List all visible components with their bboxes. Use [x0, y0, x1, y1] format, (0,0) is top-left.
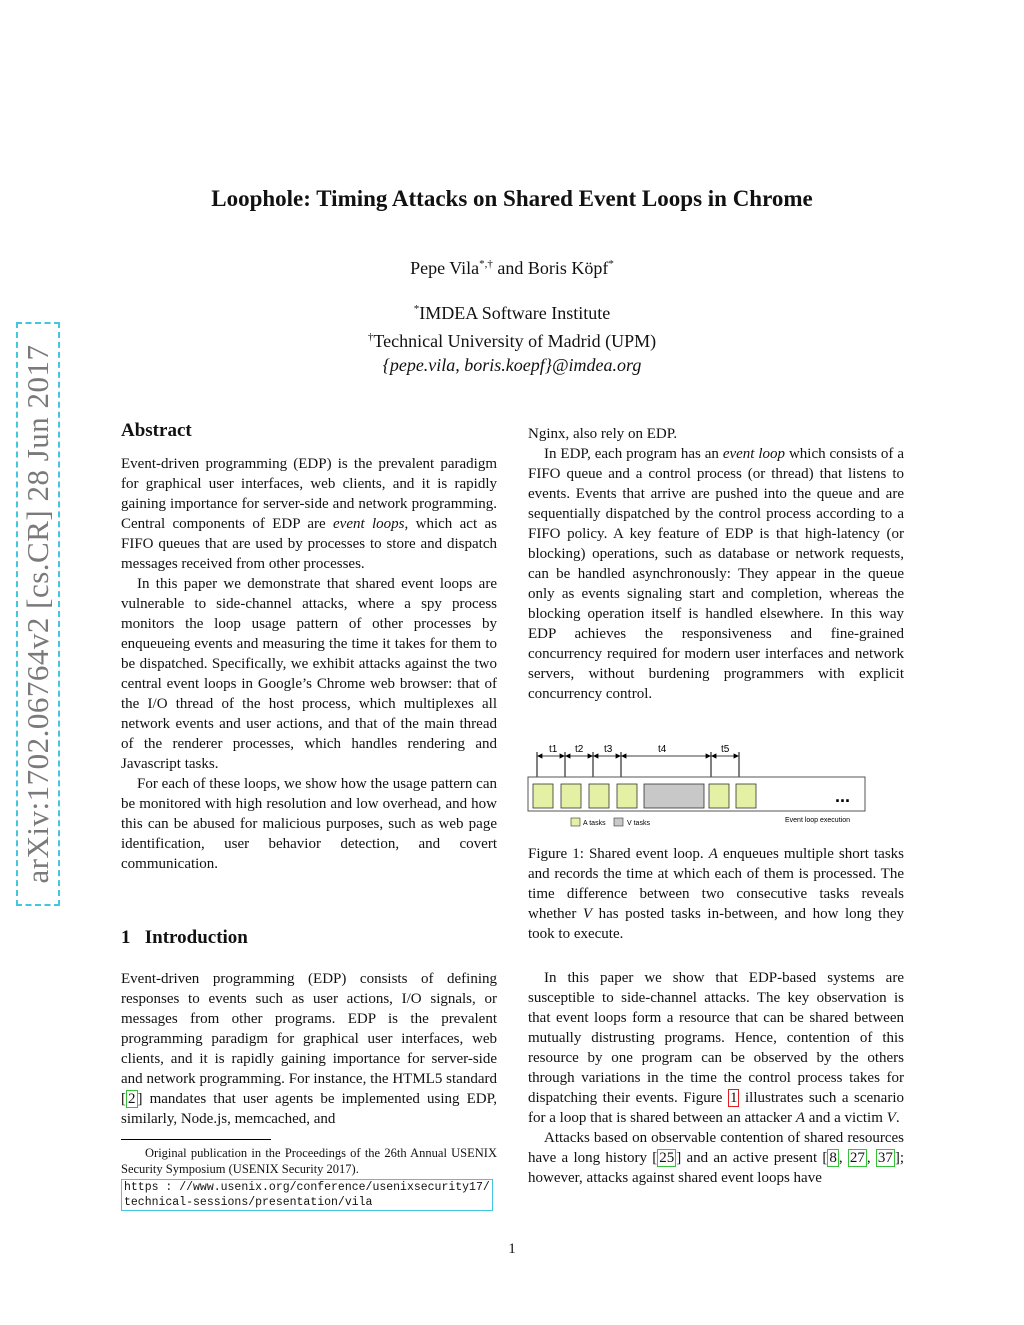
figure-a-task [736, 784, 756, 808]
affiliation-1 [0, 297, 1024, 325]
figure-1-caption [528, 844, 904, 944]
caption-text-c: has posted tasks in-between, and how long they took to execute. [528, 906, 905, 942]
intro-p2-text-a: In EDP, each program has an [544, 446, 723, 462]
figure-ellipsis: ... [835, 786, 851, 806]
abstract-paragraph-2: In this paper we demonstrate that shared event loops are vulnerable to side-channel attacks, where a spy process monitors the loop usage pattern of other processes by enqueueing events and measuring the time it takes for them to be dispatched. Specifically, we exhibit attacks against the two central event loops in Google’s Chrome web browser: that of the I/O thread of the host process, which multiplexes all network events and user actions, and that of the main thread of the renderer processes, which handles rendering and Javascript tasks. [121, 576, 497, 772]
author-emails: {pepe.vila, boris.koepf}@imdea.org [382, 355, 642, 375]
figure-label-t2: t2 [575, 744, 584, 755]
intro-p4-text-c: ]; however, attacks against shared event loops have [528, 1150, 904, 1186]
affiliation-2 [0, 325, 1024, 353]
intro-p3-text-c: and a victim [804, 1110, 887, 1126]
author-and: and [497, 258, 524, 278]
author-1-marks: *,† [479, 258, 493, 270]
author-1: Pepe Vila [410, 258, 480, 278]
legend-v-swatch [614, 818, 623, 826]
intro-section [121, 969, 497, 1129]
figure-1-event-loop [523, 736, 873, 832]
figure-label-t4: t4 [658, 744, 667, 755]
right-column-bottom [528, 968, 904, 1188]
abstract-p1-text-b: , which act as FIFO queues that are used by processes to store and dispatch messages received from other processes. [121, 516, 497, 572]
legend-event-loop: Event loop execution [785, 817, 850, 824]
figure-a-task [709, 784, 729, 808]
intro-p1-text-a: Event-driven programming (EDP) consists of defining responses to events such as user actions, I/O signals, or messages from other programs. EDP is the prevalent programming paradigm for graphical user interfaces, web clients, and it is rapidly gaining importance for server-side and network programming. For instance, the HTML5 standard [ [121, 971, 497, 1107]
legend-v-tasks: V tasks [627, 820, 650, 827]
paper-title: Loophole: Timing Attacks on Shared Event Loops in Chrome [211, 186, 813, 211]
intro-paragraph-2 [528, 444, 904, 704]
intro-p3-v: V [886, 1110, 896, 1126]
figure-interval-arrows [538, 754, 738, 758]
page-number: 1 [508, 1241, 516, 1257]
footnote-text: Original publication in the Proceedings of the 26th Annual USENIX Security Symposium (USENIX Security 2017). [121, 1146, 497, 1176]
author-line [0, 258, 1024, 279]
affiliation-1-mark: * [413, 303, 420, 315]
figure-label-t5: t5 [721, 744, 730, 755]
abstract-section [121, 421, 497, 874]
intro-p3-a: A [795, 1110, 805, 1126]
abstract-p1-text-a: Event-driven programming (EDP) is the prevalent paradigm for graphical user interfaces, web clients, and it is rapidly gaining importance for server-side and network programming. Central components of EDP are [121, 456, 497, 532]
figure-a-task [561, 784, 581, 808]
author-2: Boris Köpf [527, 258, 609, 278]
citation-sep: , [838, 1150, 848, 1166]
affiliation-2-text: Technical University of Madrid (UPM) [373, 331, 657, 351]
citation-link[interactable]: 2 [128, 1091, 136, 1107]
figure-a-task [533, 784, 553, 808]
footnote-url[interactable] [121, 1179, 493, 1211]
arxiv-stamp-text: arXiv:1702.06764v2 [cs.CR] 28 Jun 2017 [20, 344, 55, 884]
intro-heading [121, 927, 497, 949]
intro-p3-text-a: In this paper we show that EDP-based systems are susceptible to side-channel attacks. The key observation is that event loops form a resource that can be shared between mutually distrusting programs. Hence, contention of this resource by one program can be observed by the others through variations in the time the control process takes for dispatching their events. Figure [528, 970, 904, 1106]
legend-a-tasks: A tasks [583, 820, 606, 827]
legend-a-swatch [571, 818, 580, 826]
citation-link[interactable]: 8 [829, 1150, 837, 1166]
footnote [121, 1145, 497, 1211]
intro-p3-text-d: . [895, 1110, 900, 1126]
caption-v: V [582, 906, 593, 922]
affiliations [0, 297, 1024, 377]
figure-a-task [589, 784, 609, 808]
intro-title: Introduction [144, 927, 248, 948]
intro-paragraph-1 [121, 969, 497, 1129]
figure-a-task [617, 784, 637, 808]
figure-label-t1: t1 [549, 744, 558, 755]
abstract-paragraph-3: For each of these loops, we show how the usage pattern can be monitored with high resolution and low overhead, and how this can be abused for malicious purposes, such as web page identification, user behavior detection, and covert communication. [121, 776, 497, 872]
figure-v-task [644, 784, 704, 808]
intro-paragraph-4 [528, 1128, 904, 1188]
affiliation-1-text: IMDEA Software Institute [419, 303, 611, 323]
abstract-heading: Abstract [121, 420, 192, 441]
arxiv-stamp[interactable] [16, 322, 60, 906]
intro-p1-text-b: ] mandates that user agents be implemented using EDP, similarly, Node.js, memcached, and [121, 1091, 497, 1127]
caption-a: A [708, 846, 718, 862]
footnote-url-line-1: https : //www.usenix.org/conference/usenixsecurity17/ [124, 1181, 490, 1194]
footnote-rule [121, 1139, 271, 1140]
affiliation-2-mark: † [367, 331, 374, 343]
intro-number: 1 [121, 927, 131, 948]
abstract-p1-em: event loops [333, 516, 405, 532]
author-2-marks: * [608, 258, 614, 270]
citation-sep: , [866, 1150, 876, 1166]
figure-label-t3: t3 [604, 744, 613, 755]
intro-paragraph-3 [528, 968, 904, 1128]
intro-continuation: Nginx, also rely on EDP. [528, 426, 678, 442]
caption-text-b: enqueues multiple short tasks and records the time at which each of them is processed. The time difference between two consecutive tasks reveals whether [528, 846, 904, 922]
right-column-top [528, 424, 904, 704]
figure-ref-link[interactable]: 1 [729, 1090, 738, 1106]
citation-link[interactable]: 27 [849, 1150, 865, 1166]
caption-text-a: Figure 1: Shared event loop. [528, 846, 709, 862]
citation-link[interactable]: 25 [659, 1150, 675, 1166]
intro-p2-em: event loop [722, 446, 786, 462]
intro-p3-text-b: illustrates such a scenario for a loop that is shared between an attacker [528, 1090, 904, 1126]
footnote-url-line-2: technical-sessions/presentation/vila [124, 1196, 373, 1209]
intro-p2-text-b: which consists of a FIFO queue and a control process (or thread) that listens to events. Events that arrive are pushed into the queue and are sequentially dispatched by the control process according to a FIFO policy. A key feature of EDP is that high-latency (or blocking) operations, such as database or network requests, can be handled asynchronously: They appear in the queue only as events signaling start and completion, whereas the blocking operation itself is handled elsewhere. In this way EDP achieves the responsiveness and fine-grained concurrency required for modern user interfaces and network servers, without burdening programmers with explicit concurrency control. [528, 446, 904, 702]
intro-p4-text-a: Attacks based on observable contention of shared resources have a long history [ [528, 1130, 904, 1166]
citation-link[interactable]: 37 [877, 1150, 893, 1166]
intro-p4-text-b: ] and an active present [ [676, 1150, 828, 1166]
abstract-paragraph-1 [121, 454, 497, 574]
